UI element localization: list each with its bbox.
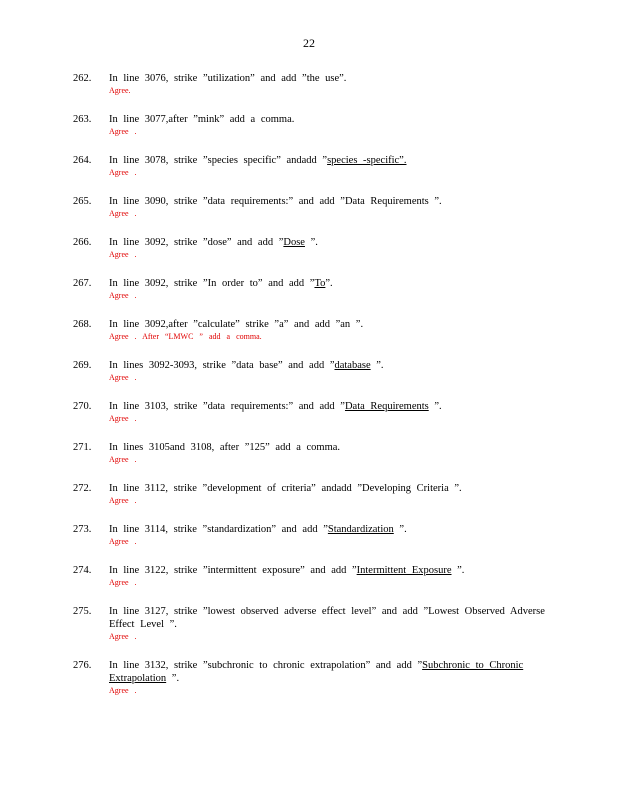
list-item	[73, 72, 553, 96]
item-response: Agree . After “LMWC ” add a comma.	[109, 332, 262, 341]
item-number: 266.	[73, 237, 92, 248]
item-response: Agree.	[109, 86, 131, 95]
list-item	[73, 113, 553, 137]
item-text: In line 3127, strike ”lowest observed adverse effect level” and add ”Lowest Observed Adverse Effect Level ”.	[109, 606, 545, 630]
item-text: In line 3112, strike ”development of criteria” andadd ”Developing Criteria ”.	[109, 483, 462, 494]
item-response: Agree .	[109, 632, 137, 641]
list-item	[73, 441, 553, 465]
item-response: Agree .	[109, 686, 137, 695]
item-text: In line 3090, strike ”data requirements:” and add ”Data Requirements ”.	[109, 196, 442, 207]
item-number: 273.	[73, 524, 92, 535]
list-item	[73, 482, 553, 506]
item-response: Agree .	[109, 537, 137, 546]
item-text: In lines 3105and 3108, after ”125” add a comma.	[109, 442, 341, 453]
item-text: In line 3076, strike ”utilization” and add ”the use”.	[109, 73, 347, 84]
list-item	[73, 523, 553, 547]
item-response: Agree .	[109, 373, 137, 382]
item-response: Agree .	[109, 168, 137, 177]
item-response: Agree .	[109, 414, 137, 423]
item-text: In line 3132, strike ”subchronic to chronic extrapolation” and add ”Subchronic to Chronic Extrapolation ”.	[109, 660, 524, 684]
page-number: 22	[303, 36, 315, 50]
item-number: 270.	[73, 401, 92, 412]
list-item	[73, 659, 553, 696]
list-item	[73, 277, 553, 301]
item-number: 264.	[73, 155, 92, 166]
item-text: In line 3092, strike ”dose” and add ”Dose ”.	[109, 237, 318, 248]
item-text: In line 3103, strike ”data requirements:” and add ”Data Requirements ”.	[109, 401, 442, 412]
item-response: Agree .	[109, 127, 137, 136]
item-text: In line 3092, strike ”In order to” and add ”To”.	[109, 278, 333, 289]
item-number: 272.	[73, 483, 92, 494]
item-response: Agree .	[109, 578, 137, 587]
item-number: 262.	[73, 73, 92, 84]
item-number: 267.	[73, 278, 92, 289]
item-number: 268.	[73, 319, 92, 330]
list-item	[73, 359, 553, 383]
item-response: Agree .	[109, 209, 137, 218]
list-item	[73, 400, 553, 424]
item-response: Agree .	[109, 250, 137, 259]
item-number: 265.	[73, 196, 92, 207]
item-text: In line 3077,after ”mink” add a comma.	[109, 114, 295, 125]
item-number: 269.	[73, 360, 92, 371]
list-item	[73, 195, 553, 219]
item-number: 271.	[73, 442, 92, 453]
item-text: In line 3078, strike ”species specific” andadd ”species -specific”.	[109, 155, 407, 166]
item-number: 275.	[73, 606, 92, 617]
list-item	[73, 236, 553, 260]
list-item	[73, 564, 553, 588]
list-item	[73, 605, 553, 642]
item-response: Agree .	[109, 455, 137, 464]
item-number: 274.	[73, 565, 92, 576]
item-number: 276.	[73, 660, 92, 671]
item-text: In line 3122, strike ”intermittent exposure” and add ”Intermittent Exposure ”.	[109, 565, 465, 576]
item-text: In line 3092,after ”calculate” strike ”a” and add ”an ”.	[109, 319, 364, 330]
item-text: In line 3114, strike ”standardization” and add ”Standardization ”.	[109, 524, 407, 535]
list-item	[73, 154, 553, 178]
item-number: 263.	[73, 114, 92, 125]
item-response: Agree .	[109, 496, 137, 505]
item-response: Agree .	[109, 291, 137, 300]
item-text: In lines 3092-3093, strike ”data base” and add ”database ”.	[109, 360, 384, 371]
list-item	[73, 318, 553, 342]
comment-list	[73, 72, 553, 713]
